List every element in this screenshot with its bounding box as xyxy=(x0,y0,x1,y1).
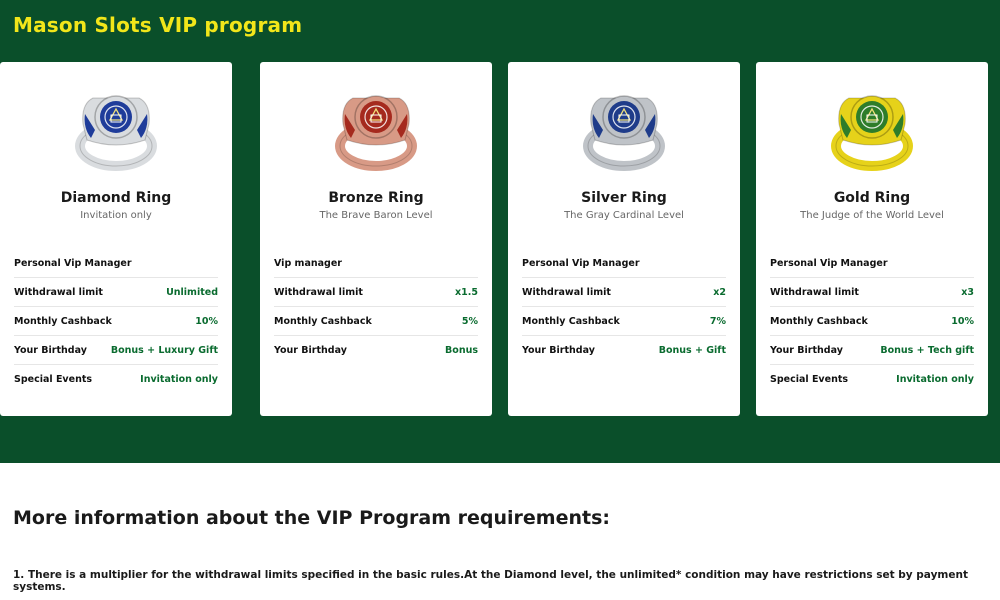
bronze-ring-icon xyxy=(331,84,421,174)
benefit-value: Bonus xyxy=(445,344,478,356)
benefit-value: Bonus + Gift xyxy=(658,344,726,356)
benefit-label: Monthly Cashback xyxy=(14,315,112,327)
benefit-value: Bonus + Luxury Gift xyxy=(110,344,218,356)
gold-ring-icon xyxy=(827,84,917,174)
page-title: Mason Slots VIP program xyxy=(13,13,303,37)
benefit-label: Withdrawal limit xyxy=(14,286,103,298)
card-subtitle: The Gray Cardinal Level xyxy=(564,210,684,221)
benefit-label: Personal Vip Manager xyxy=(522,257,640,269)
benefit-label: Your Birthday xyxy=(770,344,843,356)
benefit-label: Withdrawal limit xyxy=(522,286,611,298)
benefit-row xyxy=(14,336,218,365)
info-heading: More information about the VIP Program requirements: xyxy=(13,507,610,529)
benefit-row xyxy=(14,307,218,336)
benefit-row xyxy=(14,365,218,393)
benefit-label: Special Events xyxy=(770,373,849,385)
benefit-value: Bonus + Tech gift xyxy=(880,344,974,356)
benefit-label: Your Birthday xyxy=(274,344,347,356)
card-title: Diamond Ring xyxy=(60,190,172,206)
vip-card-silver xyxy=(508,62,740,416)
benefit-row xyxy=(522,336,726,364)
card-subtitle: The Brave Baron Level xyxy=(319,210,433,221)
card-subtitle: The Judge of the World Level xyxy=(800,210,944,221)
silver-ring-icon xyxy=(579,84,669,174)
benefit-label: Vip manager xyxy=(274,257,342,269)
benefit-value: 10% xyxy=(195,315,218,327)
benefit-row xyxy=(522,278,726,307)
card-title: Silver Ring xyxy=(581,190,667,206)
benefit-row xyxy=(522,307,726,336)
benefit-value: Invitation only xyxy=(140,373,218,385)
benefits-list xyxy=(274,249,478,364)
benefit-label: Your Birthday xyxy=(522,344,595,356)
benefit-value: x3 xyxy=(961,286,974,298)
benefit-label: Special Events xyxy=(14,373,93,385)
benefit-row xyxy=(770,365,974,393)
benefit-row xyxy=(14,249,218,278)
benefit-label: Withdrawal limit xyxy=(274,286,363,298)
diamond-ring-icon xyxy=(71,84,161,174)
benefit-value: 7% xyxy=(709,315,726,327)
benefit-row xyxy=(770,278,974,307)
benefit-value: 10% xyxy=(951,315,974,327)
benefit-row xyxy=(274,278,478,307)
benefit-label: Monthly Cashback xyxy=(522,315,620,327)
benefit-label: Your Birthday xyxy=(14,344,87,356)
benefit-row xyxy=(14,278,218,307)
benefit-row xyxy=(274,249,478,278)
vip-card-bronze xyxy=(260,62,492,416)
benefit-value: x1.5 xyxy=(455,286,478,298)
benefit-label: Personal Vip Manager xyxy=(770,257,888,269)
benefits-list xyxy=(14,249,218,393)
benefit-value: Invitation only xyxy=(896,373,974,385)
card-title: Bronze Ring xyxy=(328,190,424,206)
benefits-list xyxy=(770,249,974,393)
benefit-label: Personal Vip Manager xyxy=(14,257,132,269)
vip-card-diamond xyxy=(0,62,232,416)
benefit-label: Withdrawal limit xyxy=(770,286,859,298)
benefit-row xyxy=(522,249,726,278)
benefit-label: Monthly Cashback xyxy=(274,315,372,327)
benefit-value: x2 xyxy=(713,286,726,298)
card-title: Gold Ring xyxy=(833,190,911,206)
benefit-row xyxy=(274,307,478,336)
card-subtitle: Invitation only xyxy=(80,210,152,221)
benefit-value: Unlimited xyxy=(166,286,218,298)
benefit-label: Monthly Cashback xyxy=(770,315,868,327)
benefit-row xyxy=(770,307,974,336)
benefit-row xyxy=(770,336,974,365)
info-note: 1. There is a multiplier for the withdrawal limits specified in the basic rules.At the Diamond level, the unlimited* condition may have restrictions set by payment systems. xyxy=(13,569,968,593)
benefit-row xyxy=(274,336,478,364)
benefit-row xyxy=(770,249,974,278)
benefits-list xyxy=(522,249,726,364)
vip-card-gold xyxy=(756,62,988,416)
benefit-value: 5% xyxy=(461,315,478,327)
